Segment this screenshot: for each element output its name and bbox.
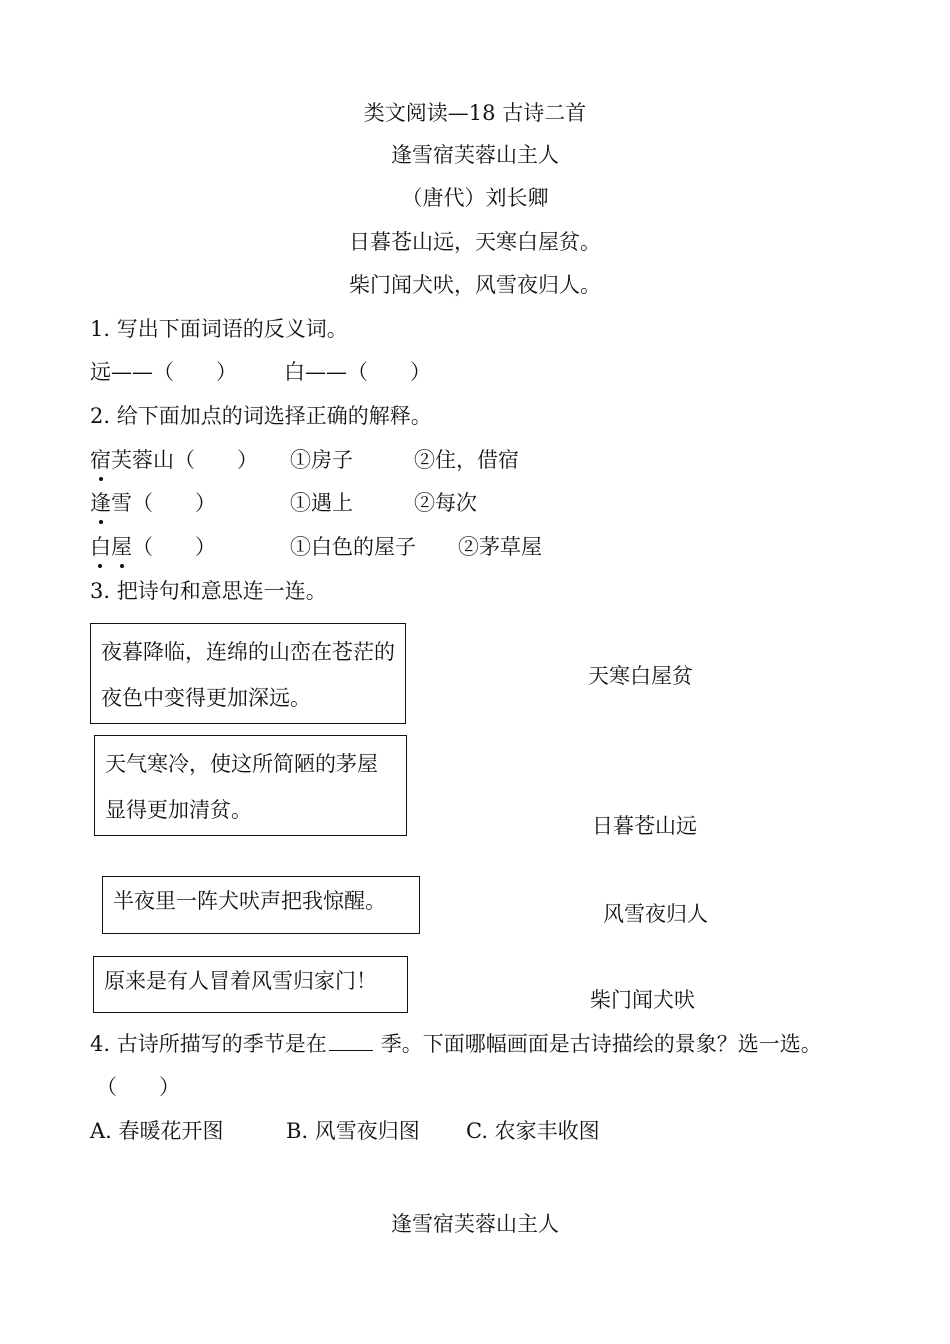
poem-author: （唐代）刘长卿 xyxy=(401,186,549,210)
poem-line-option-1[interactable]: 天寒白屋贫 xyxy=(588,664,693,688)
meaning-box-2[interactable]: 天气寒冷，使这所简陋的茅屋显得更加清贫。 xyxy=(94,735,407,836)
question-4-prompt xyxy=(90,1028,822,1058)
poem-line-1: 日暮苍山远，天寒白屋贫。 xyxy=(349,230,601,254)
answer-paren[interactable]: （ ） xyxy=(96,1075,180,1099)
worksheet-title: 类文阅读—18 古诗二首 xyxy=(363,101,587,125)
option-1: ①房子 xyxy=(290,448,353,472)
prompt-part-b: 季。下面哪幅画面是古诗描绘的景象？选一选。 xyxy=(380,1032,822,1056)
dotted-word: 宿 xyxy=(90,444,111,474)
row-text: 芙蓉山（ ） xyxy=(111,448,258,472)
dotted-word: 白屋 xyxy=(90,531,132,561)
row-text: （ ） xyxy=(132,535,216,559)
question-2-row-3 xyxy=(90,531,216,561)
question-3-prompt: 3. 把诗句和意思连一连。 xyxy=(90,579,327,603)
row-text: 雪（ ） xyxy=(111,491,216,515)
meaning-box-3[interactable]: 半夜里一阵犬吠声把我惊醒。 xyxy=(102,876,420,934)
question-2-prompt: 2. 给下面加点的词选择正确的解释。 xyxy=(90,404,432,428)
dot-mark xyxy=(120,564,124,568)
question-1-item-1: 远——（ ） xyxy=(90,360,237,384)
poem-line-option-4[interactable]: 柴门闻犬吠 xyxy=(590,988,695,1012)
poem-line-option-2[interactable]: 日暮苍山远 xyxy=(592,814,697,838)
season-blank[interactable] xyxy=(329,1030,373,1051)
meaning-box-4[interactable]: 原来是有人冒着风雪归家门！ xyxy=(93,956,408,1013)
dotted-word: 逢 xyxy=(90,487,111,517)
meaning-box-1[interactable]: 夜暮降临，连绵的山峦在苍茫的夜色中变得更加深远。 xyxy=(90,623,406,724)
dot-mark xyxy=(98,564,102,568)
prompt-part-a: 4. 古诗所描写的季节是在 xyxy=(90,1032,327,1056)
question-2-row-2 xyxy=(90,487,216,517)
choice-b[interactable]: B. 风雪夜归图 xyxy=(286,1119,420,1143)
poem-line-2: 柴门闻犬吠，风雪夜归人。 xyxy=(349,273,601,297)
question-1-item-2: 白——（ ） xyxy=(284,360,431,384)
option-2: ②茅草屋 xyxy=(458,535,542,559)
option-1: ①白色的屋子 xyxy=(290,535,416,559)
footer-poem-title: 逢雪宿芙蓉山主人 xyxy=(391,1212,559,1236)
question-2-row-1 xyxy=(90,444,258,474)
question-1-prompt: 1. 写出下面词语的反义词。 xyxy=(90,317,348,341)
poem-title: 逢雪宿芙蓉山主人 xyxy=(391,143,559,167)
option-2: ②每次 xyxy=(414,491,477,515)
choice-c[interactable]: C. 农家丰收图 xyxy=(466,1119,600,1143)
poem-line-option-3[interactable]: 风雪夜归人 xyxy=(603,902,708,926)
choice-a[interactable]: A. 春暖花开图 xyxy=(90,1119,224,1143)
option-1: ①遇上 xyxy=(290,491,353,515)
option-2: ②住，借宿 xyxy=(414,448,519,472)
